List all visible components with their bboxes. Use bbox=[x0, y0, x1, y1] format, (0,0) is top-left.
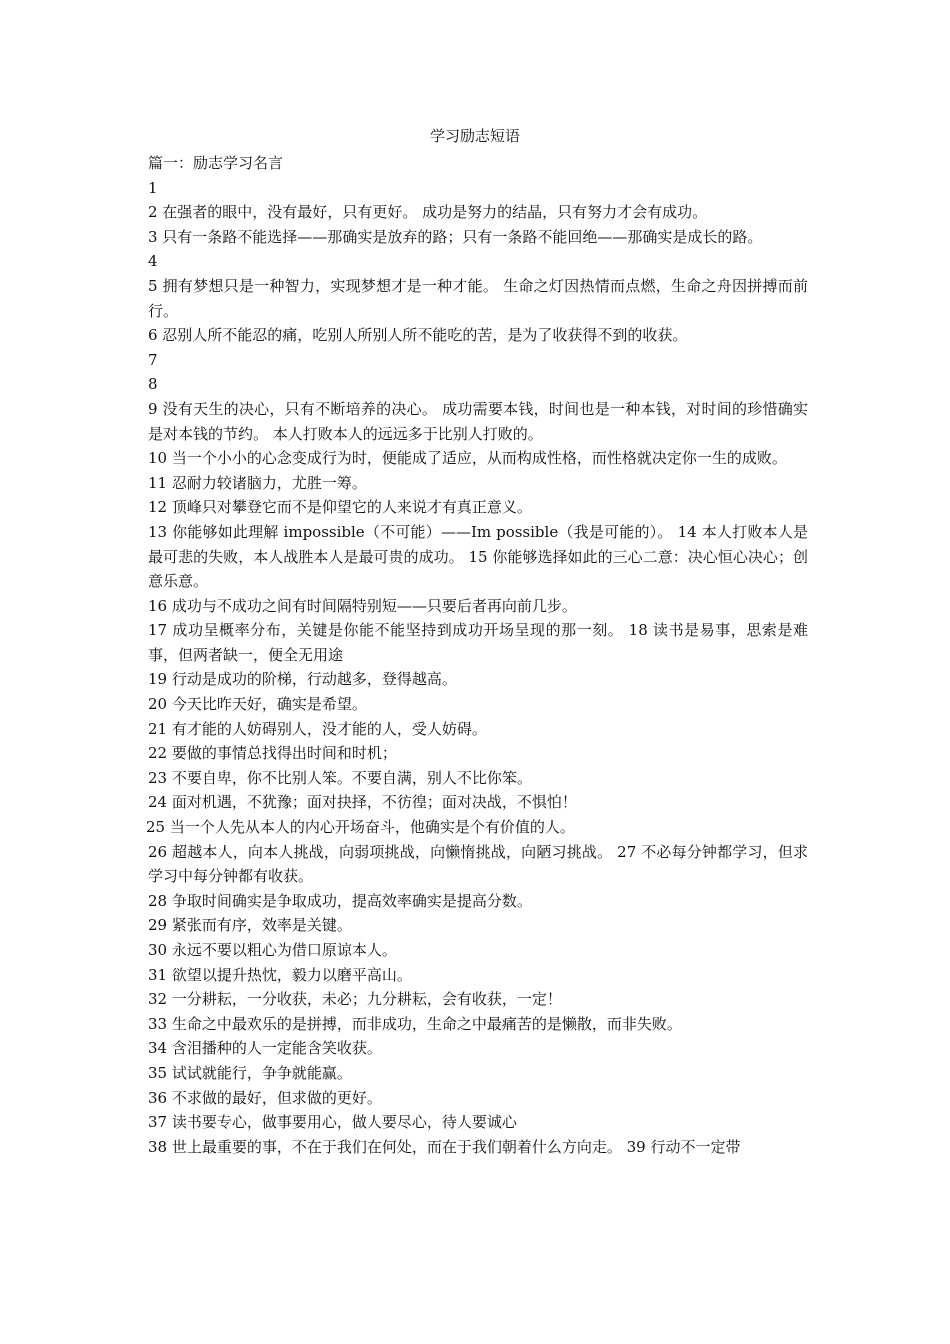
quote-line: 19 行动是成功的阶梯，行动越多，登得越高。 bbox=[148, 670, 457, 689]
quote-line: 12 顶峰只对攀登它而不是仰望它的人来说才有真正意义。 bbox=[148, 498, 532, 517]
quote-line: 34 含泪播种的人一定能含笑收获。 bbox=[148, 1039, 382, 1058]
quote-line: 33 生命之中最欢乐的是拼搏，而非成功，生命之中最痛苦的是懒散，而非失败。 bbox=[148, 1014, 682, 1033]
quote-line: 25 当一个人先从本人的内心开场奋斗，他确实是个有价值的人。 bbox=[146, 818, 575, 837]
quote-line: 13 你能够如此理解 impossible（不可能）——Im possible（我是可能的）。 14 本人打败本人是最可悲的失败，本人战胜本人是最可贵的成功。 15 你能够选择如此的三心二意：决心恒心决心；创意乐意。 bbox=[148, 522, 808, 591]
quote-line: 31 欲望以提升热忱，毅力以磨平高山。 bbox=[148, 965, 412, 984]
quote-line: 6 忍别人所不能忍的痛，吃别人所别人所不能吃的苦，是为了收获得不到的收获。 bbox=[148, 326, 688, 345]
quote-line: 11 忍耐力较诸脑力，尤胜一筹。 bbox=[148, 473, 367, 492]
quote-line: 1 bbox=[148, 178, 158, 197]
quote-line: 23 不要自卑，你不比别人笨。不要自满，别人不比你笨。 bbox=[148, 768, 532, 787]
quote-line: 17 成功呈概率分布，关键是你能不能坚持到成功开场呈现的那一刻。 18 读书是易事，思索是难事，但两者缺一，便全无用途 bbox=[148, 621, 808, 664]
quote-line: 24 面对机遇，不犹豫；面对抉择，不彷徨；面对决战，不惧怕！ bbox=[148, 793, 577, 812]
quote-line: 5 拥有梦想只是一种智力，实现梦想才是一种才能。 生命之灯因热情而点燃，生命之舟因拼搏而前行。 bbox=[148, 276, 808, 320]
document-body bbox=[146, 151, 808, 1159]
quote-line: 26 超越本人，向本人挑战，向弱项挑战，向懒惰挑战，向陋习挑战。 27 不必每分钟都学习，但求学习中每分钟都有收获。 bbox=[148, 842, 808, 886]
document-title: 学习励志短语 bbox=[429, 127, 520, 145]
quote-line: 4 bbox=[148, 252, 158, 271]
quote-line: 36 不求做的最好，但求做的更好。 bbox=[148, 1088, 382, 1107]
quote-line: 2 在强者的眼中，没有最好，只有更好。 成功是努力的结晶，只有努力才会有成功。 bbox=[148, 203, 708, 222]
quote-line: 3 只有一条路不能选择——那确实是放弃的路；只有一条路不能回绝——那确实是成长的路。 bbox=[148, 227, 763, 246]
quote-line: 29 紧张而有序，效率是关键。 bbox=[148, 916, 352, 935]
quote-line: 8 bbox=[148, 375, 158, 394]
quote-line: 22 要做的事情总找得出时间和时机； bbox=[148, 744, 397, 763]
quote-line: 28 争取时间确实是争取成功，提高效率确实是提高分数。 bbox=[148, 891, 532, 910]
quote-line: 35 试试就能行，争争就能赢。 bbox=[148, 1063, 352, 1082]
quote-line: 10 当一个小小的心念变成行为时，便能成了适应，从而构成性格，而性格就决定你一生的成败。 bbox=[148, 449, 787, 468]
quote-line: 37 读书要专心，做事要用心，做人要尽心，待人要诚心 bbox=[148, 1113, 517, 1132]
quote-line: 32 一分耕耘，一分收获，未必；九分耕耘，会有收获，一定！ bbox=[148, 990, 562, 1009]
quote-line: 38 世上最重要的事，不在于我们在何处，而在于我们朝着什么方向走。 39 行动不一定带 bbox=[148, 1137, 741, 1156]
quote-line: 21 有才能的人妨碍别人，没才能的人，受人妨碍。 bbox=[148, 719, 487, 738]
quote-line: 20 今天比昨天好，确实是希望。 bbox=[148, 695, 367, 714]
quote-line: 9 没有天生的决心，只有不断培养的决心。 成功需要本钱，时间也是一种本钱，对时间的珍惜确实是对本钱的节约。 本人打败本人的远远多于比别人打败的。 bbox=[148, 399, 808, 443]
quote-line: 7 bbox=[148, 350, 158, 369]
section-heading: 篇一：励志学习名言 bbox=[148, 154, 284, 172]
quote-line: 16 成功与不成功之间有时间隔特别短——只要后者再向前几步。 bbox=[148, 596, 577, 615]
quote-line: 30 永远不要以粗心为借口原谅本人。 bbox=[148, 941, 397, 959]
